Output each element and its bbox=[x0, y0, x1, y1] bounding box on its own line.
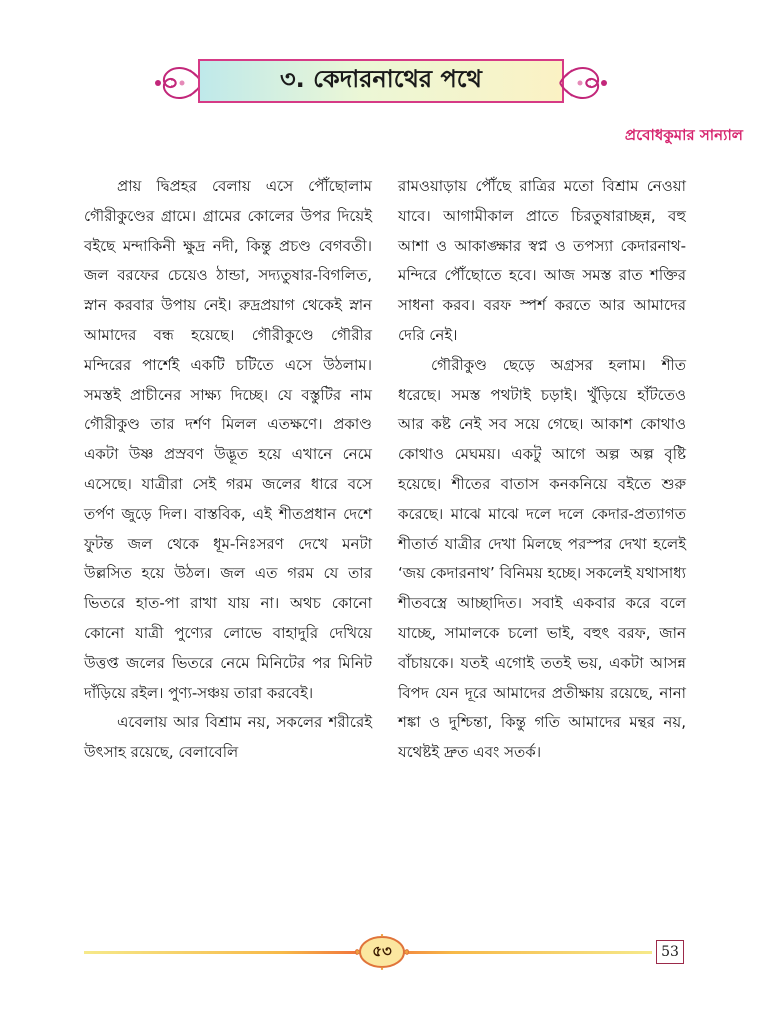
paragraph: রামওয়াড়ায় পৌঁছে রাত্রির মতো বিশ্রাম নেওয়া যাবে। আগামীকাল প্রাতে চিরতুষারাচ্ছন্ন, বহু আশা ও আকাঙ্ক্ষার স্বপ্ন ও তপস্যা কেদারনাথ-মন্দিরে পৌঁছোতে হবে। আজ সমস্ত রাত শক্তির সাধনা করব। বরফ স্পর্শ করতে আর আমাদের দেরি নেই। bbox=[398, 177, 686, 344]
bengali-page-number: ৫৩ bbox=[372, 941, 392, 960]
paragraph: এবেলায় আর বিশ্রাম নয়, সকলের শরীরেই উৎসাহ রয়েছে, বেলাবেলি bbox=[84, 713, 372, 762]
floral-ornament-right-icon bbox=[556, 56, 610, 110]
right-text-column bbox=[398, 172, 686, 768]
page-footer bbox=[84, 932, 686, 972]
paragraph: গৌরীকুণ্ড ছেড়ে অগ্রসর হলাম। শীত ধরেছে। সমস্ত পথটাই চড়াই। খুঁড়িয়ে হাঁটতেও আর কষ্ট নেই সব সয়ে গেছে। আকাশ কোথাও কোথাও মেঘময়। একটু আগে অল্প অল্প বৃষ্টি হয়েছে। শীতের বাতাস কনকনিয়ে বইতে শুরু করেছে। মাঝে মাঝে দলে দলে কেদার-প্রত্যাগত শীতার্ত যাত্রীর দেখা মিলছে পরস্পর দেখা হলেই ‘জয় কেদারনাথ’ বিনিময় হচ্ছে। সকলেই যথাসাধ্য শীতবস্ত্রে আচ্ছাদিত। সবাই একবার করে বলে যাচ্ছে, সামালকে চলো ভাই, বহুৎ বরফ, জান বাঁচায়কে। যতই এগোই ততই ভয়, একটা আসন্ন বিপদ যেন দূরে আমাদের প্রতীক্ষায় রয়েছে, নানা শঙ্কা ও দুশ্চিন্তা, কিন্তু গতি আমাদের মন্থর নয়, যথেষ্টই দ্রুত এবং সতর্ক। bbox=[398, 355, 686, 762]
chapter-title-banner bbox=[152, 56, 610, 110]
left-text-column bbox=[84, 172, 372, 768]
paragraph: প্রায় দ্বিপ্রহর বেলায় এসে পৌঁছোলাম গৌরীকুণ্ডের গ্রামে। গ্রামের কোলের উপর দিয়েই বইছে মন্দাকিনী ক্ষুদ্র নদী, কিন্তু প্রচণ্ড বেগবতী। জল বরফের চেয়েও ঠান্ডা, সদ্যতুষার-বিগলিত, স্নান করবার উপায় নেই। রুদ্রপ্রয়াগ থেকেই স্নান আমাদের বন্ধ হয়েছে। গৌরীকুণ্ডে গৌরীর মন্দিরের পার্শেই একটি চটিতে এসে উঠলাম। সমস্তই প্রাচীনের সাক্ষ্য দিচ্ছে। যে বস্তুটির নাম গৌরীকুণ্ড তার দর্শণ মিলল এতক্ষণে। প্রকাণ্ড একটা উষ্ণ প্রস্রবণ উদ্ভূত হয়ে এখানে নেমে এসেছে। যাত্রীরা সেই গরম জলের ধারে বসে তর্পণ জুড়ে দিল। বাস্তবিক, এই শীতপ্রধান দেশে ফুটন্ত জল থেকে ধূম-নিঃসরণ দেখে মনটা উল্লসিত হয়ে উঠল। জল এত গরম যে তার ভিতরে হাত-পা রাখা যায় না। অথচ কোনো কোনো যাত্রী পুণ্যের লোভে বাহাদুরি দেখিয়ে উত্তপ্ত জলের ভিতরে নেমে মিনিটের পর মিনিট দাঁড়িয়ে রইল। পুণ্য-সঞ্চয় তারা করবেই। bbox=[84, 177, 372, 702]
page-number: 53 bbox=[656, 940, 684, 964]
chapter-title: ৩. কেদারনাথের পথে bbox=[280, 65, 482, 93]
author-name: প্রবোধকুমার সান্যাল bbox=[624, 126, 743, 144]
footer-medallion bbox=[352, 934, 412, 970]
chapter-title-box bbox=[198, 59, 564, 103]
